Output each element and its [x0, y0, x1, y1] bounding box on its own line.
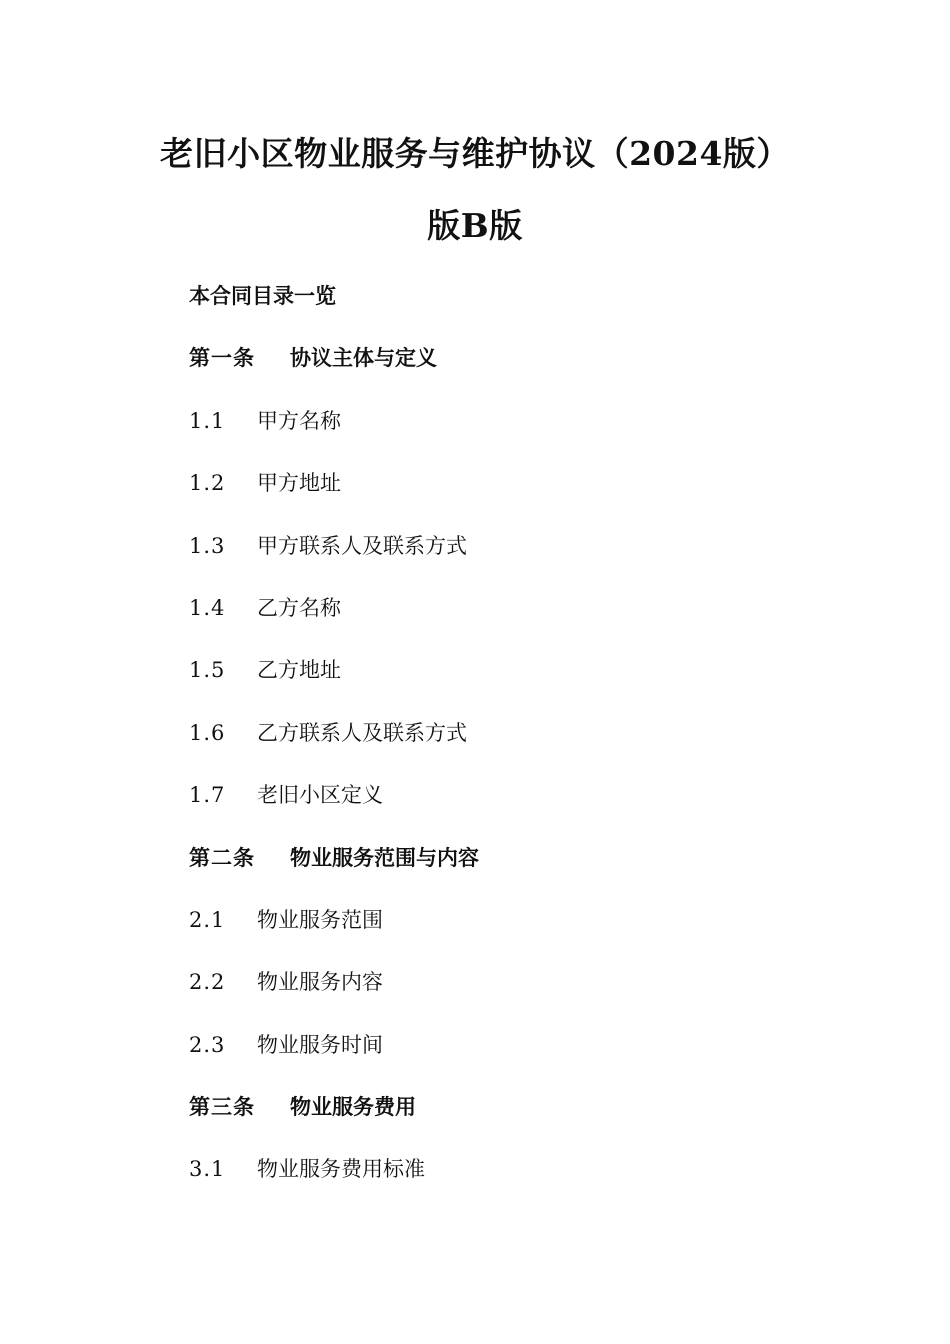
- toc-article-title: 物业服务费用: [290, 1094, 416, 1120]
- toc-item-title: 乙方联系人及联系方式: [257, 720, 467, 745]
- toc-item-number: 2.2: [189, 970, 226, 995]
- toc-item-title: 物业服务时间: [257, 1032, 383, 1057]
- toc-item-title: 老旧小区定义: [257, 783, 383, 808]
- toc-heading-row: [189, 280, 869, 342]
- toc-item: [189, 1153, 869, 1215]
- toc-item-number: 1.3: [189, 533, 226, 558]
- table-of-contents: [189, 280, 869, 1216]
- toc-item: [189, 1029, 869, 1091]
- toc-item-title: 物业服务费用标准: [257, 1157, 425, 1182]
- toc-item-number: 1.1: [189, 408, 226, 433]
- toc-item-title: 物业服务范围: [257, 907, 383, 932]
- toc-item-title: 乙方地址: [257, 658, 341, 683]
- toc-item: [189, 467, 869, 529]
- toc-item-number: 1.7: [189, 783, 226, 808]
- document-title: 老旧小区物业服务与维护协议（2024版）: [160, 134, 790, 173]
- toc-item: [189, 966, 869, 1028]
- toc-item-title: 甲方名称: [257, 408, 341, 433]
- toc-item-number: 1.5: [189, 658, 226, 683]
- toc-item: [189, 654, 869, 716]
- toc-article-number: 第二条: [189, 844, 255, 870]
- toc-item-number: 2.1: [189, 907, 226, 932]
- toc-item: [189, 904, 869, 966]
- toc-item: [189, 405, 869, 467]
- toc-article: [189, 842, 869, 904]
- toc-item-title: 甲方联系人及联系方式: [257, 533, 467, 558]
- toc-article-title: 协议主体与定义: [290, 345, 437, 371]
- toc-item-number: 3.1: [189, 1157, 226, 1182]
- toc-article: [189, 342, 869, 404]
- toc-article-number: 第一条: [189, 345, 255, 371]
- toc-item-number: 1.4: [189, 595, 226, 620]
- toc-item-number: 1.6: [189, 720, 226, 745]
- toc-item-title: 物业服务内容: [257, 970, 383, 995]
- toc-item-number: 2.3: [189, 1032, 226, 1057]
- toc-item: [189, 717, 869, 779]
- toc-item-title: 甲方地址: [257, 471, 341, 496]
- toc-article-title: 物业服务范围与内容: [290, 844, 479, 870]
- toc-item: [189, 592, 869, 654]
- toc-heading: 本合同目录一览: [189, 283, 336, 308]
- toc-item-number: 1.2: [189, 471, 226, 496]
- toc-article: [189, 1091, 869, 1153]
- toc-item: [189, 530, 869, 592]
- toc-item: [189, 779, 869, 841]
- toc-item-title: 乙方名称: [257, 595, 341, 620]
- document-subtitle: 版B版: [427, 206, 523, 245]
- toc-article-number: 第三条: [189, 1094, 255, 1120]
